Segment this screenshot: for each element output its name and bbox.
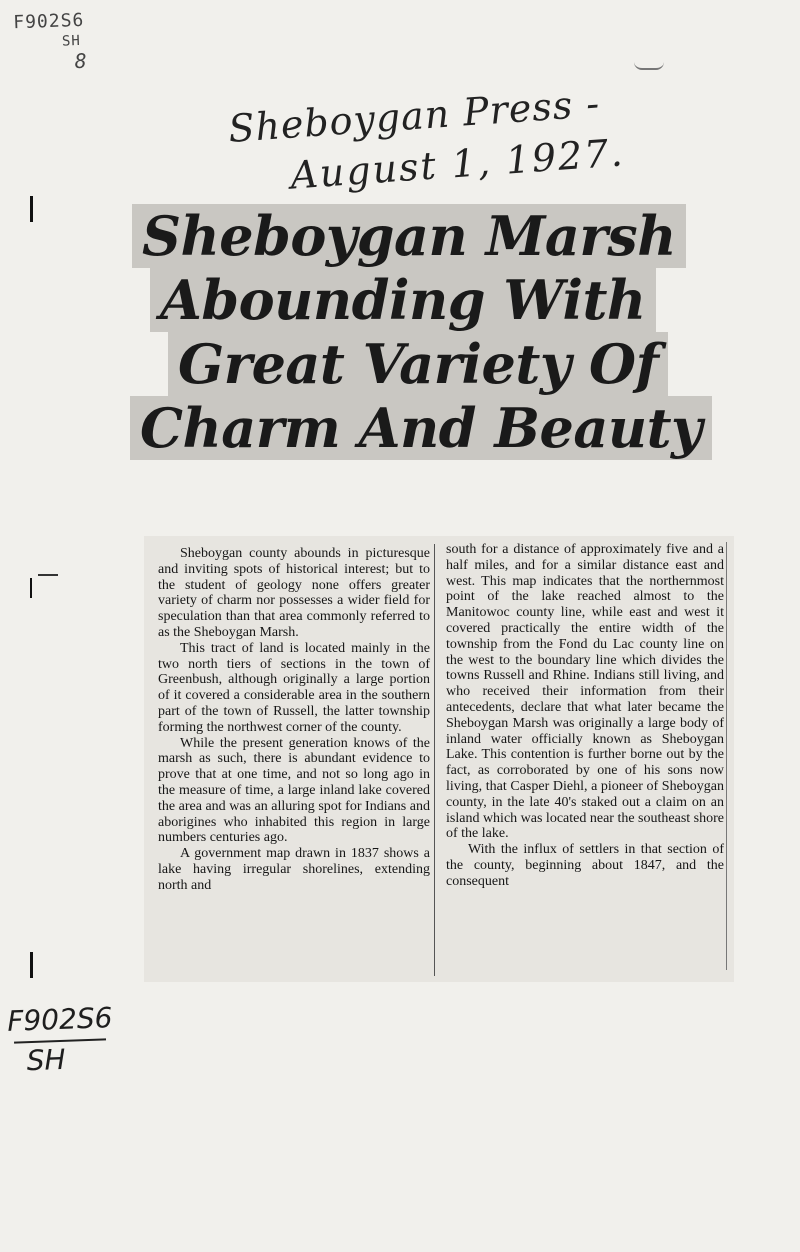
article-column-left: [158, 546, 430, 894]
column-divider: [434, 544, 435, 976]
headline-line: Sheboygan Marsh: [132, 204, 686, 268]
article-body: [144, 536, 734, 982]
archive-suffix: SH: [26, 1042, 67, 1078]
article-paragraph: A government map drawn in 1837 shows a lake having irregular shorelines, extending north and: [158, 846, 430, 893]
margin-tick: [30, 196, 33, 222]
article-paragraph: While the present generation knows of the marsh as such, there is abundant evidence to prove that at one time, and not so long ago in the measure of time, a large inland lake covered the area and was an alluring spot for Indians and aborigines who inhabited this region in large numbers centuries ago.: [158, 735, 430, 846]
archive-stamp: [7, 1002, 115, 1078]
article-paragraph: With the influx of settlers in that section of the county, beginning about 1847, and the consequent: [446, 842, 724, 889]
column-edge: [726, 542, 727, 970]
corner-catalog-note: [13, 11, 88, 74]
headline-line: Charm And Beauty: [130, 396, 712, 460]
headline-line: Great Variety Of: [168, 332, 668, 396]
headline-line: Abounding With: [150, 268, 656, 332]
archive-code: F902S6: [6, 1001, 113, 1038]
catalog-number: 8: [74, 48, 89, 74]
article-paragraph: Sheboygan county abounds in picturesque and inviting spots of historical interest; but to the student of geology none offers greater variety of charm nor possesses a wider field for speculation than that area commonly referred to as the Sheboygan Marsh.: [158, 546, 430, 640]
article-column-right: [446, 542, 724, 890]
catalog-suffix: SH: [61, 32, 82, 50]
margin-tick: [30, 952, 33, 978]
catalog-code: F902S6: [12, 9, 85, 34]
handwritten-date: August 1, 1927.: [288, 130, 626, 198]
pencil-mark: [634, 62, 664, 70]
margin-mark: [38, 574, 58, 576]
article-paragraph: south for a distance of approximately five and a half miles, and for a similar distance east and west. This map indicates that the northernmost point of the lake reached almost to the Manitowoc county line, while east and west it covered practically the entire width of the township from the Fond du Lac county line on the west to the boundary line which divides the towns Russell and Rhine. Indians still living, and who received their information from their antecedents, declare that what later became the Sheboygan Marsh was originally a large body of inland water officially known as Sheboygan Lake. This contention is further borne out by the fact, as corroborated by one of his sons now living, that Casper Diehl, a pioneer of Sheboygan county, in the late 40's staked out a claim on an island which was located near the southeast shore of the lake.: [446, 542, 724, 842]
handwritten-publication: Sheboygan Press -: [226, 81, 602, 151]
margin-tick: [30, 578, 32, 598]
headline: [128, 204, 718, 460]
article-paragraph: This tract of land is located mainly in the two north tiers of sections in the town of Greenbush, although originally a large portion of it covered a considerable area in the southern part of the town of Russell, the latter township forming the northwest corner of the county.: [158, 640, 430, 735]
